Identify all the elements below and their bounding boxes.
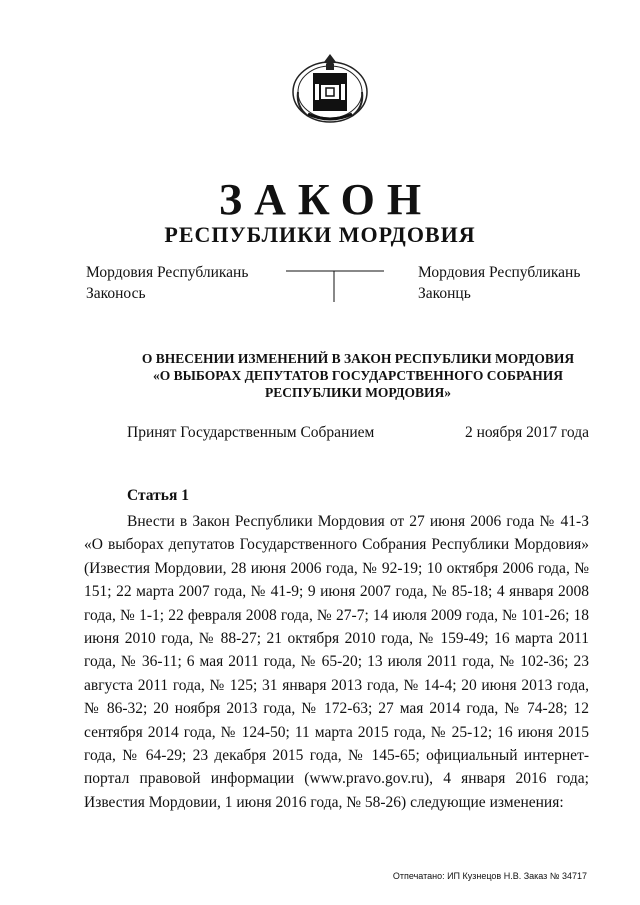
- article-text: Внести в Закон Республики Мордовия от 27 июня 2006 года № 41-З «О выборах депутатов Государственного Собрания Республики Мордовия» (Известия Мордовии, 28 июня 2006 года, № 92-19; 10 октября 2006 года, № 151; 22 марта 2007 года, № 41-9; 9 июня 2007 года, № 85-18; 4 января 2008 года, № 1-1; 22 февраля 2008 года, № 27-7; 14 июля 2009 года, № 101-26; 18 июня 2010 года, № 88-27; 21 октября 2010 года, № 159-49; 16 марта 2011 года, № 36-11; 6 мая 2011 года, № 65-20; 13 июля 2011 года, № 102-36; 23 августа 2011 года, № 125; 31 января 2013 года, № 14-4; 20 июня 2013 года, № 86-32; 20 ноября 2013 года, № 172-63; 27 мая 2014 года, № 74-28; 12 сентября 2014 года, № 124-50; 11 марта 2015 года, № 25-12; 16 июня 2015 года, № 64-29; 23 декабря 2015 года, № 145-65; официальный интернет-портал правовой информации (www.pravo.gov.ru), 4 января 2016 года; Известия Мордовии, 1 июня 2016 года, № 58-26) следующие изменения:: [84, 513, 589, 811]
- print-footer: Отпечатано: ИП Кузнецов Н.В. Заказ № 34717: [392, 871, 587, 881]
- law-heading: [140, 350, 576, 401]
- erzya-title-block: [418, 262, 580, 304]
- document-subtitle: РЕСПУБЛИКИ МОРДОВИЯ: [164, 222, 476, 247]
- moksha-title-line-2: Законось: [86, 285, 146, 302]
- moksha-title-block: [86, 262, 248, 304]
- document-title: ЗАКОН: [218, 175, 434, 224]
- article-title: Статья 1: [127, 487, 189, 504]
- adopted-date: 2 ноября 2017 года: [464, 424, 589, 441]
- coat-of-arms-icon: [290, 52, 370, 124]
- law-heading-line-2: «О ВЫБОРАХ ДЕПУТАТОВ ГОСУДАРСТВЕННОГО СОБРАНИЯ: [153, 368, 563, 383]
- law-heading-line-1: О ВНЕСЕНИИ ИЗМЕНЕНИЙ В ЗАКОН РЕСПУБЛИКИ МОРДОВИЯ: [141, 351, 575, 366]
- erzya-title-line-1: Мордовия Республикань: [418, 264, 581, 281]
- header-divider: [286, 270, 384, 302]
- adopted-label: Принят Государственным Собранием: [127, 424, 375, 441]
- erzya-title-line-2: Законць: [418, 285, 471, 302]
- moksha-title-line-1: Мордовия Республикань: [86, 264, 249, 281]
- law-heading-line-3: РЕСПУБЛИКИ МОРДОВИЯ»: [264, 385, 452, 400]
